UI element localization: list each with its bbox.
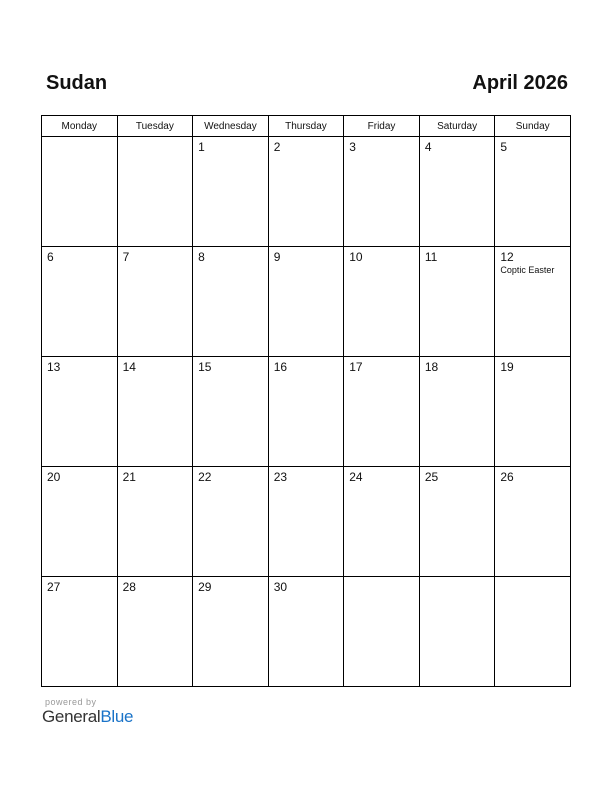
day-number: 21 xyxy=(122,470,136,484)
calendar-header xyxy=(46,72,566,98)
week-row xyxy=(42,357,571,467)
day-cell xyxy=(344,467,420,577)
day-number: 12 xyxy=(500,250,514,264)
weekday-thursday: Thursday xyxy=(268,116,344,137)
day-cell xyxy=(495,357,571,467)
day-cell xyxy=(495,467,571,577)
brand-general-text: General xyxy=(42,707,101,726)
day-number: 25 xyxy=(424,470,439,484)
day-cell xyxy=(495,577,571,687)
day-cell-holiday xyxy=(495,247,571,357)
holiday-label: Coptic Easter xyxy=(500,265,555,275)
day-number: 28 xyxy=(122,580,136,594)
day-cell xyxy=(117,137,193,247)
day-number: 6 xyxy=(47,250,54,264)
day-number: 2 xyxy=(273,140,281,154)
day-cell xyxy=(42,137,118,247)
day-cell xyxy=(419,357,495,467)
day-cell xyxy=(42,247,118,357)
day-cell xyxy=(344,137,420,247)
month-title: April 2026 xyxy=(472,72,568,94)
day-cell xyxy=(419,467,495,577)
day-cell xyxy=(42,467,118,577)
day-cell xyxy=(117,247,193,357)
day-cell xyxy=(117,357,193,467)
day-cell xyxy=(193,137,269,247)
day-cell xyxy=(268,137,344,247)
day-number: 5 xyxy=(500,140,508,154)
country-title: Sudan xyxy=(46,72,108,94)
day-number: 29 xyxy=(198,580,212,594)
day-number: 13 xyxy=(47,360,61,374)
day-cell xyxy=(117,467,193,577)
day-number: 24 xyxy=(349,470,363,484)
day-cell xyxy=(193,577,269,687)
day-number: 4 xyxy=(424,140,432,154)
day-cell xyxy=(193,467,269,577)
day-cell xyxy=(42,357,118,467)
brand-blue-text: Blue xyxy=(100,707,134,726)
day-number: 20 xyxy=(47,470,61,484)
day-cell xyxy=(344,577,420,687)
day-number: 16 xyxy=(273,360,288,374)
weekday-saturday: Saturday xyxy=(419,116,495,137)
day-number: 11 xyxy=(424,250,438,264)
day-number: 18 xyxy=(424,360,439,374)
day-number: 10 xyxy=(349,250,363,264)
weekday-header-row xyxy=(42,116,571,137)
day-cell xyxy=(193,357,269,467)
week-row xyxy=(42,247,571,357)
day-cell xyxy=(117,577,193,687)
day-number: 27 xyxy=(47,580,61,594)
day-number: 14 xyxy=(122,360,136,374)
day-cell xyxy=(495,137,571,247)
day-number: 8 xyxy=(198,250,205,264)
day-number: 3 xyxy=(349,140,356,154)
calendar-grid xyxy=(41,115,571,687)
day-number: 15 xyxy=(198,360,212,374)
day-cell xyxy=(193,247,269,357)
brand-logo xyxy=(42,707,133,727)
day-number: 1 xyxy=(198,140,205,154)
day-number: 9 xyxy=(273,250,281,264)
week-row xyxy=(42,137,571,247)
day-cell xyxy=(268,467,344,577)
day-number: 17 xyxy=(349,360,363,374)
day-cell xyxy=(344,357,420,467)
day-number: 23 xyxy=(273,470,288,484)
weekday-wednesday: Wednesday xyxy=(193,116,269,137)
day-number: 7 xyxy=(122,250,130,264)
day-number: 19 xyxy=(500,360,514,374)
day-number: 30 xyxy=(273,580,288,594)
weekday-tuesday: Tuesday xyxy=(117,116,193,137)
day-cell xyxy=(419,577,495,687)
day-cell xyxy=(419,137,495,247)
weekday-friday: Friday xyxy=(344,116,420,137)
week-row xyxy=(42,577,571,687)
day-cell xyxy=(268,577,344,687)
day-cell xyxy=(344,247,420,357)
day-cell xyxy=(268,247,344,357)
weekday-sunday: Sunday xyxy=(495,116,571,137)
week-row xyxy=(42,467,571,577)
day-cell xyxy=(268,357,344,467)
day-cell xyxy=(42,577,118,687)
day-cell xyxy=(419,247,495,357)
brand-footer xyxy=(42,697,133,727)
weekday-monday: Monday xyxy=(42,116,118,137)
day-number: 22 xyxy=(198,470,212,484)
day-number: 26 xyxy=(500,470,514,484)
powered-by-text: powered by xyxy=(45,697,97,707)
